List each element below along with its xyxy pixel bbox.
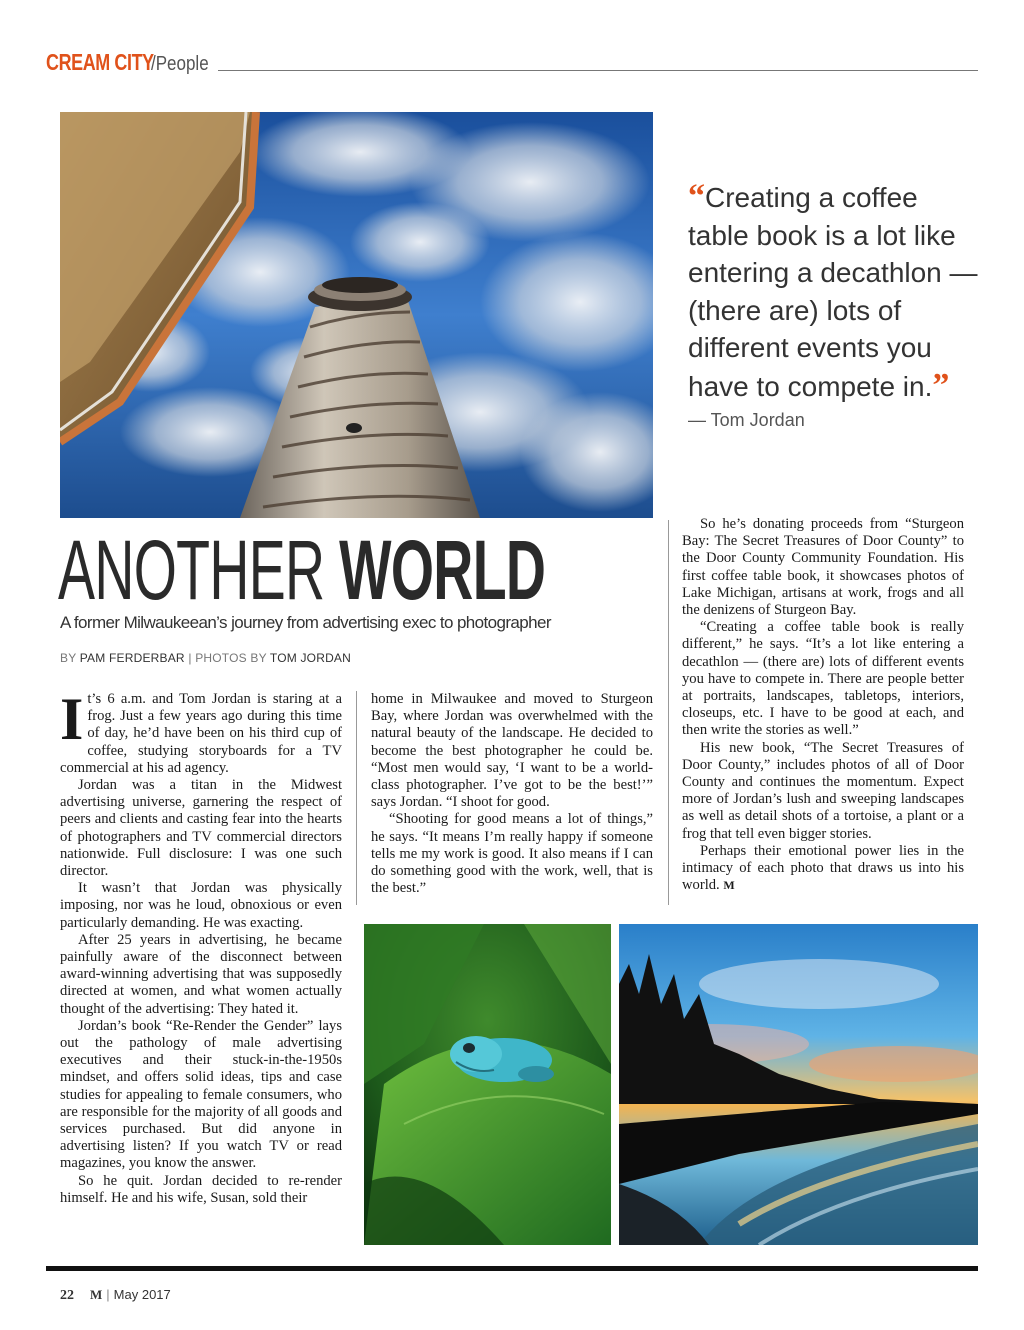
paragraph: home in Milwaukee and moved to Sturgeon Bay, where Jordan was overwhelmed with the natural beauty of the landscape. He decided to become the best photographer he could be. “Most men would say, ‘I want to be a world-class photographer. I’ve got to be the best!’” says Jordan. “I shoot for good. xyxy=(371,691,653,811)
paragraph: So he quit. Jordan decided to re-render himself. He and his wife, Susan, sold their xyxy=(60,1172,342,1206)
by-label: BY xyxy=(60,651,80,665)
paragraph-text: t’s 6 a.m. and Tom Jordan is staring at a frog. Just a few years ago during this time of day, he’d have been on his third cup of coffee, studying storyboards for a TV commercial at his ad agency. xyxy=(60,691,342,776)
end-mark: M xyxy=(723,878,735,893)
lighthouse-photo xyxy=(60,112,653,518)
paragraph-text: Perhaps their emotional power lies in the intimacy of each photo that draws us into his world. xyxy=(682,842,964,894)
byline xyxy=(60,651,351,665)
paragraph: So he’s donating proceeds from “Sturgeon Bay: The Secret Treasures of Door County” to the Door County Community Foundation. His first coffee table book, it showcases photos of Lake Michigan, artisans at work, frogs and all the denizens of Sturgeon Bay. xyxy=(682,516,964,619)
paragraph xyxy=(682,843,964,895)
page-footer xyxy=(60,1287,171,1304)
frog-photo-art xyxy=(364,924,611,1245)
title-light: ANOTHER xyxy=(58,523,340,617)
header-rule xyxy=(218,70,978,71)
photographer-name: TOM JORDAN xyxy=(269,651,352,665)
article-title xyxy=(58,523,546,617)
footer-rule xyxy=(46,1266,978,1271)
pull-quote-text: Creating a coffee table book is a lot like entering a decathlon — (there are) lots of different events you have to compete in. xyxy=(688,182,978,402)
magazine-logo: M xyxy=(90,1287,103,1302)
close-quote-mark: ” xyxy=(932,366,950,404)
byline-separator: | xyxy=(184,651,196,665)
article-column-3 xyxy=(682,516,964,894)
article-column-2 xyxy=(371,691,653,897)
article-dek: A former Milwaukeean’s journey from advertising exec to photographer xyxy=(60,613,551,632)
article-column-1 xyxy=(60,686,342,1207)
paragraph: After 25 years in advertising, he became painfully aware of the disconnect between award-winning advertising that was supposedly directed at women, and what women actually thought of the advertising: They hated it. xyxy=(60,931,342,1017)
title-bold: WORLD xyxy=(339,523,546,617)
paragraph: His new book, “The Secret Treasures of Door County,” includes photos of all of Door County and continues the momentum. Expect more of Jordan’s lush and sweeping landscapes as well as detail shots of a tortoise, a plant or a frog that tell even bigger stories. xyxy=(682,739,964,842)
column-divider xyxy=(668,520,669,905)
paragraph: Jordan’s book “Re-Render the Gender” lays out the pathology of male advertising executives and their stuck-in-the-1950s mindset, and offers solid ideas, tips and case studies for appealing to female consumers, who are responsible for the majority of all goods and services purchased. But did anyone in advertising listen? If you watch TV or read magazines, you know the answer. xyxy=(60,1017,342,1172)
author-name: PAM FERDERBAR xyxy=(79,651,185,665)
footer-separator: | xyxy=(106,1287,110,1302)
pull-quote-attribution: — Tom Jordan xyxy=(688,410,805,430)
shoreline-photo-art xyxy=(619,924,978,1245)
section-header xyxy=(46,46,219,76)
paragraph: “Shooting for good means a lot of things,” he says. “It means I’m really happy if someone tells me my work is good. It also means if I can do something good with the work, well, that is the best.” xyxy=(371,811,653,897)
subsection-name: /People xyxy=(151,53,209,75)
frog-photo xyxy=(364,924,611,1245)
column-divider xyxy=(356,691,357,905)
open-quote-mark: “ xyxy=(688,178,705,215)
paragraph: “Creating a coffee table book is really different,” he says. “It’s a lot like entering a decathlon — (there are) lots of different events you have to compete in. There are people better at portraits, landscapes, tabletops, interiors, closeups, etc. I have to be good at each, and then write the stories as well.” xyxy=(682,619,964,739)
section-name: CREAM CITY xyxy=(46,49,154,75)
paragraph: Jordan was a titan in the Midwest advertising universe, garnering the respect of peers and clients and casting fear into the hearts of photographers and TV commercial directors nationwide. Full disclosure: I was one such director. xyxy=(60,777,342,880)
shoreline-sunset-photo xyxy=(619,924,978,1245)
paragraph: It wasn’t that Jordan was physically imposing, nor was he loud, obnoxious or even particularly demanding. He was exacting. xyxy=(60,880,342,931)
paragraph xyxy=(60,686,342,777)
page-number: 22 xyxy=(60,1288,74,1303)
pull-quote xyxy=(688,178,978,405)
drop-cap: I xyxy=(60,686,84,752)
lighthouse-photo-art xyxy=(60,112,653,518)
issue-date: May 2017 xyxy=(113,1287,171,1302)
photos-label: PHOTOS BY xyxy=(195,651,270,665)
